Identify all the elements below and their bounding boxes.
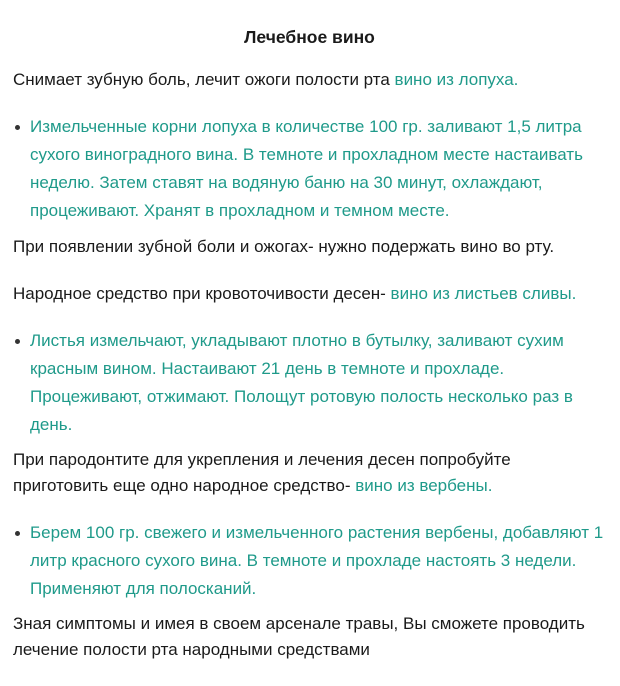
conclusion-text: Зная симптомы и имея в своем арсенале травы, Вы сможете проводить лечение полости рта народными средствами (13, 614, 585, 659)
bullet-dot-icon (15, 125, 20, 130)
plum-recipe-list (13, 327, 606, 439)
verbena-recipe-list (13, 519, 606, 603)
plum-wine-link[interactable]: вино из листьев сливы. (390, 284, 577, 303)
burdock-recipe-text: Измельченные корни лопуха в количестве 100 гр. заливают 1,5 литра сухого виноградного вина. В темноте и прохладном месте настаивать неделю. Затем ставят на водяную баню на 30 минут, охлаждают, процеживают. Хранят в прохладном и темном месте. (30, 117, 583, 220)
toothache-note: При появлении зубной боли и ожогах- нужно подержать вино во рту. (13, 237, 555, 256)
burdock-recipe-item (13, 113, 606, 225)
verbena-recipe-item (13, 519, 606, 603)
burdock-intro-text: Снимает зубную боль, лечит ожоги полости рта (13, 70, 395, 89)
plum-intro-text: Народное средство при кровоточивости десен- (13, 284, 391, 303)
plum-recipe-text: Листья измельчают, укладывают плотно в бутылку, заливают сухим красным вином. Настаивают 21 день в темноте и прохладе. Процеживают, отжимают. Полощут ротовую полость несколько раз в день. (30, 331, 573, 434)
burdock-intro (13, 67, 606, 93)
verbena-intro-text: При пародонтите для укрепления и лечения десен попробуйте приготовить еще одно народное средство- (13, 450, 511, 495)
verbena-intro (13, 447, 606, 499)
bullet-dot-icon (15, 531, 20, 536)
bullet-dot-icon (15, 339, 20, 344)
verbena-wine-link[interactable]: вино из вербены. (355, 476, 493, 495)
plum-intro (13, 281, 606, 307)
burdock-recipe-list (13, 113, 606, 225)
plum-recipe-item (13, 327, 606, 439)
article-title: Лечебное вино (244, 27, 375, 47)
burdock-wine-link[interactable]: вино из лопуха. (394, 70, 519, 89)
verbena-recipe-text: Берем 100 гр. свежего и измельченного растения вербены, добавляют 1 литр красного сухого вина. В темноте и прохладе настоять 3 недели. Применяют для полосканий. (30, 523, 604, 598)
